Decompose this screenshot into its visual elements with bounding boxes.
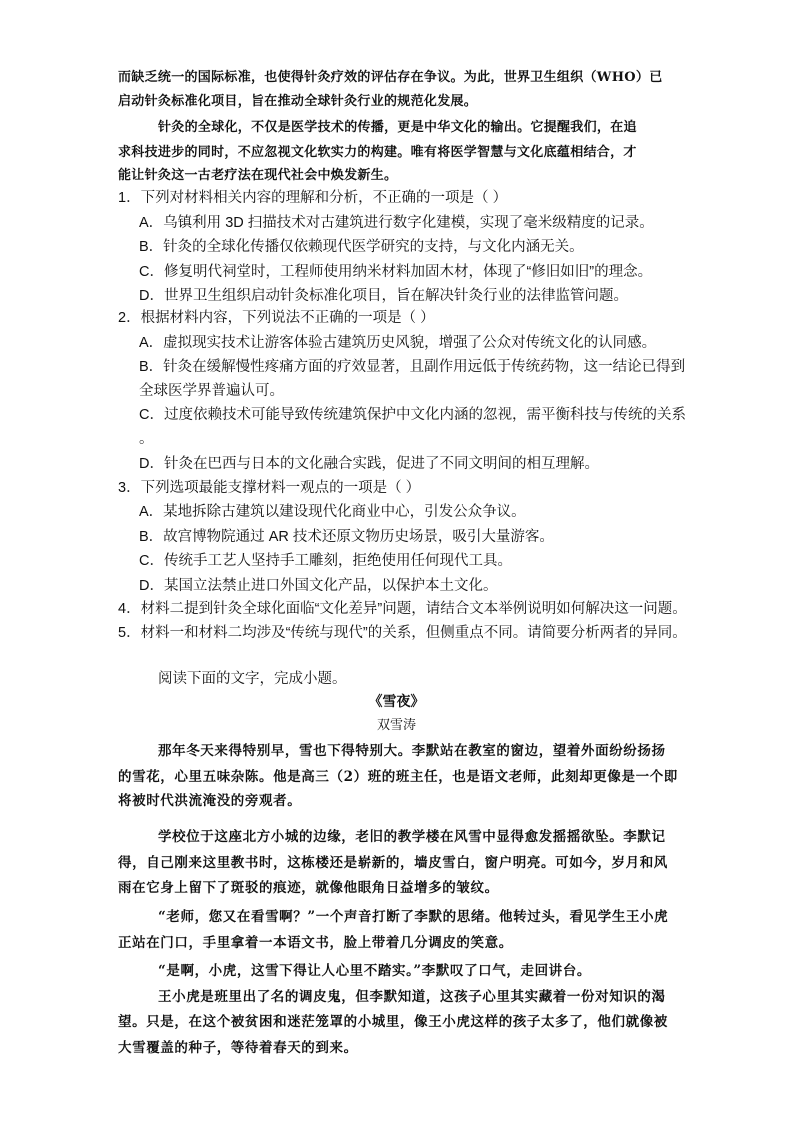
story-line: 得，自己刚来这里教书时，这栋楼还是崭新的，墙皮雪白，窗户明亮。可如今，岁月和风 bbox=[118, 855, 668, 871]
question-1-option-a: A．乌镇利用 3D 扫描技术对古建筑进行数字化建模，实现了毫米级精度的记录。 bbox=[139, 215, 654, 231]
story-line: 那年冬天来得特别早，雪也下得特别大。李默站在教室的窗边，望着外面纷纷扬扬 bbox=[158, 743, 666, 759]
material-line: 针灸的全球化，不仅是医学技术的传播，更是中华文化的输出。它提醒我们，在追 bbox=[158, 120, 637, 135]
material-line: 求科技进步的同时，不应忽视文化软实力的构建。唯有将医学智慧与文化底蕴相结合，才 bbox=[118, 145, 637, 160]
question-2-option-d: D．针灸在巴西与日本的文化融合实践，促进了不同文明间的相互理解。 bbox=[139, 456, 599, 472]
question-2-option-c: C．过度依赖技术可能导致传统建筑保护中文化内涵的忽视，需平衡科技与传统的关系 bbox=[139, 407, 686, 423]
story-line: 雨在它身上留下了斑驳的痕迹，就像他眼角日益增多的皱纹。 bbox=[118, 880, 499, 896]
story-line: 学校位于这座北方小城的边缘，老旧的教学楼在风雪中显得愈发摇摇欲坠。李默记 bbox=[158, 829, 666, 845]
story-line: 将被时代洪流淹没的旁观者。 bbox=[118, 793, 302, 809]
story-line: 望。只是，在这个被贫困和迷茫笼罩的小城里，像王小虎这样的孩子太多了，他们就像被 bbox=[118, 1014, 668, 1030]
question-2-option-b: B．针灸在缓解慢性疼痛方面的疗效显著，且副作用远低于传统药物，这一结论已得到 bbox=[139, 359, 686, 375]
question-2-option-c-cont: 。 bbox=[139, 431, 154, 447]
question-1-option-b: B．针灸的全球化传播仅依赖现代医学研究的支持，与文化内涵无关。 bbox=[139, 239, 584, 255]
story-author: 双雪涛 bbox=[376, 718, 416, 733]
reading-instruction: 阅读下面的文字，完成小题。 bbox=[158, 671, 347, 687]
question-1-stem: 1．下列对材料相关内容的理解和分析，不正确的一项是（ ） bbox=[118, 190, 508, 206]
material-line: 能让针灸这一古老疗法在现代社会中焕发新生。 bbox=[118, 168, 398, 183]
question-4: 4．材料二提到针灸全球化面临“文化差异”问题，请结合文本举例说明如何解决这一问题。 bbox=[118, 601, 687, 617]
story-line: 正站在门口，手里拿着一本语文书，脸上带着几分调皮的笑意。 bbox=[118, 935, 513, 951]
question-3-option-b: B．故宫博物院通过 AR 技术还原文物历史场景，吸引大量游客。 bbox=[139, 529, 554, 545]
story-title: 《雪夜》 bbox=[368, 694, 425, 710]
story-line: “老师，您又在看雪啊？”一个声音打断了李默的思绪。他转过头，看见学生王小虎 bbox=[158, 909, 669, 925]
question-1-option-c: C．修复明代祠堂时，工程师使用纳米材料加固木材，体现了“修旧如旧”的理念。 bbox=[139, 264, 653, 280]
question-3-stem: 3．下列选项最能支撑材料一观点的一项是（ ） bbox=[118, 480, 421, 496]
question-2-option-b-cont: 全球医学界普遍认可。 bbox=[139, 383, 284, 399]
story-line: 王小虎是班里出了名的调皮鬼，但李默知道，这孩子心里其实藏着一份对知识的渴 bbox=[158, 989, 666, 1005]
material-line: 而缺乏统一的国际标准，也使得针灸疗效的评估存在争议。为此，世界卫生组织（WHO）已 bbox=[118, 70, 663, 85]
question-3-option-a: A．某地拆除古建筑以建设现代化商业中心，引发公众争议。 bbox=[139, 504, 526, 520]
question-2-stem: 2．根据材料内容，下列说法不正确的一项是（ ） bbox=[118, 310, 435, 326]
story-line: 大雪覆盖的种子，等待着春天的到来。 bbox=[118, 1040, 358, 1056]
story-line: “是啊，小虎，这雪下得让人心里不踏实。”李默叹了口气，走回讲台。 bbox=[158, 963, 591, 979]
question-2-option-a: A．虚拟现实技术让游客体验古建筑历史风貌，增强了公众对传统文化的认同感。 bbox=[139, 335, 657, 351]
material-line: 启动针灸标准化项目，旨在推动全球针灸行业的规范化发展。 bbox=[118, 94, 478, 109]
question-5: 5．材料一和材料二均涉及“传统与现代”的关系，但侧重点不同。请简要分析两者的异同。 bbox=[118, 625, 687, 641]
question-1-option-d: D．世界卫生组织启动针灸标准化项目，旨在解决针灸行业的法律监管问题。 bbox=[139, 288, 628, 304]
story-line: 的雪花，心里五味杂陈。他是高三（2）班的班主任，也是语文老师，此刻却更像是一个即 bbox=[118, 769, 678, 785]
question-3-option-d: D．某国立法禁止进口外国文化产品，以保护本土文化。 bbox=[139, 578, 498, 594]
question-3-option-c: C．传统手工艺人坚持手工雕刻，拒绝使用任何现代工具。 bbox=[139, 553, 512, 569]
